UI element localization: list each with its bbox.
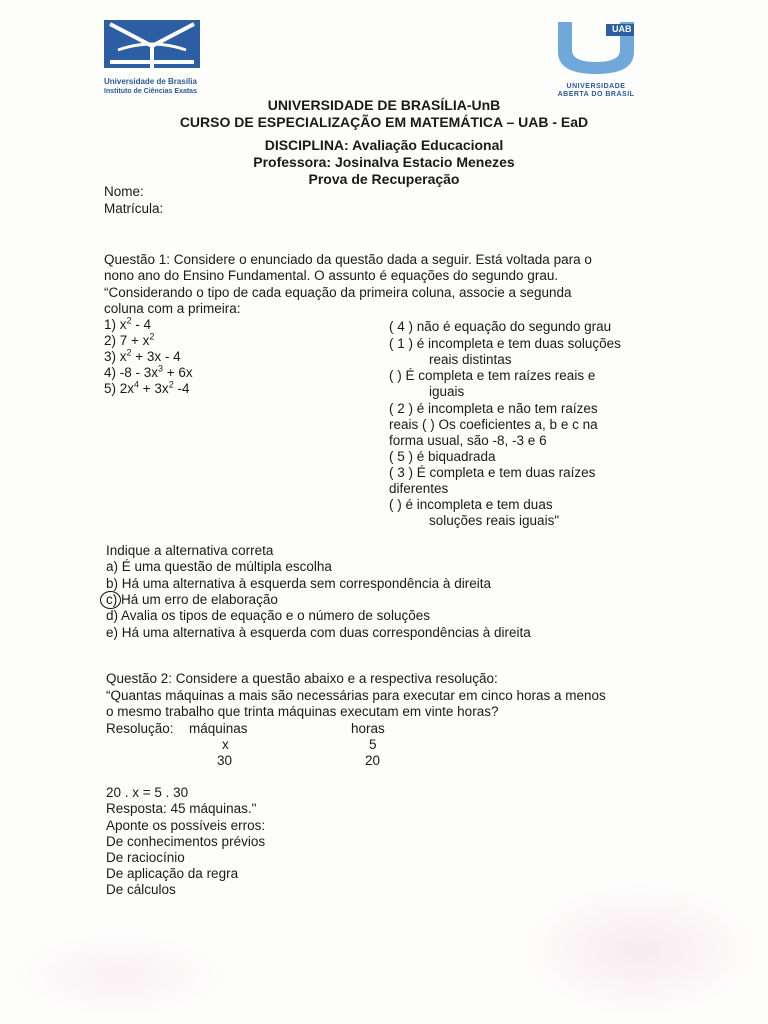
q2-intro-line: o mesmo trabalho que trinta máquinas executam em vinte horas?: [106, 704, 499, 719]
equation-item: 1) $x^2 - 4$: [104, 315, 152, 332]
classification-line: ( ) É completa e tem raízes reais e: [389, 368, 596, 383]
unb-name: Universidade de Brasília: [104, 77, 197, 86]
paper-stain: [10, 930, 230, 1020]
classification-line: reais distintas: [429, 352, 512, 367]
classification-line: ( ) é incompleta e tem duas: [389, 497, 553, 512]
unb-emblem-icon: [104, 20, 200, 68]
equation-item: 5) $2x^4 + 3x^2$ -4: [104, 379, 190, 396]
option-c: c) Há um erro de elaboração: [106, 592, 278, 607]
option-a: a) É uma questão de múltipla escolha: [106, 559, 332, 574]
discipline-title: DISCIPLINA: Avaliação Educacional: [264, 137, 504, 153]
solution-line: Aponte os possíveis erros:: [106, 818, 266, 833]
q1-prompt: Indique a alternativa correta: [106, 543, 274, 558]
classification-line: ( 3 ) É completa e tem duas raízes: [389, 465, 596, 480]
course-title: CURSO DE ESPECIALIZAÇÃO EM MATEMÁTICA – UAB - EaD: [179, 114, 589, 130]
uab-logo: [548, 22, 644, 99]
col-hours-header: horas: [351, 721, 385, 736]
classification-line: reais ( ) Os coeficientes a, b e c na: [389, 417, 598, 432]
q1-intro-line: nono ano do Ensino Fundamental. O assunto é equações do segundo grau.: [104, 268, 559, 283]
classification-line: iguais: [429, 384, 465, 399]
classification-line: ( 5 ) é biquadrada: [389, 449, 496, 464]
option-b: b) Há uma alternativa à esquerda sem correspondência à direita: [106, 576, 491, 591]
row1-hours: 5: [369, 737, 377, 752]
classification-line: ( 4 ) não é equação do segundo grau: [389, 319, 612, 334]
university-title: UNIVERSIDADE DE BRASÍLIA-UnB: [267, 97, 501, 113]
q2-intro-line: “Quantas máquinas a mais são necessárias para executar em cinco horas a menos: [106, 688, 606, 703]
unb-logo: [104, 20, 200, 97]
equation-item: 2) $7 + x^2$: [104, 331, 155, 348]
resolution-label: Resolução:: [106, 721, 174, 736]
row2-machines: 30: [217, 753, 233, 768]
solution-line: Resposta: 45 máquinas.": [106, 801, 257, 816]
registration-label: Matrícula:: [104, 201, 164, 216]
solution-line: De aplicação da regra: [106, 866, 239, 881]
q1-intro-line: coluna com a primeira:: [104, 301, 241, 316]
classification-line: ( 1 ) é incompleta e tem duas soluções: [389, 336, 621, 351]
uab-line1: UNIVERSIDADE: [566, 83, 626, 90]
name-label: Nome:: [104, 184, 144, 199]
q2-intro-line: Questão 2: Considere a questão abaixo e a respectiva resolução:: [106, 671, 498, 686]
option-d: d) Avalia os tipos de equação e o número de soluções: [106, 608, 430, 623]
exam-title: Prova de Recuperação: [308, 171, 460, 187]
row1-machines: x: [222, 737, 229, 752]
teacher-title: Professora: Josinalva Estacio Menezes: [253, 154, 515, 170]
solution-line: De raciocínio: [106, 850, 185, 865]
row2-hours: 20: [365, 753, 381, 768]
classification-line: diferentes: [389, 481, 449, 496]
col-machines-header: máquinas: [189, 721, 248, 736]
uab-mark: UAB: [612, 24, 632, 34]
solution-line: De conhecimentos prévios: [106, 834, 266, 849]
uab-line2: ABERTA DO BRASIL: [557, 91, 635, 98]
classification-line: forma usual, são -8, -3 e 6: [389, 433, 547, 448]
equation-item: 4) $-8 - 3x^3 + 6x$: [104, 363, 193, 380]
solution-line: 20 . x = 5 . 30: [106, 785, 189, 800]
unb-institute: Instituto de Ciências Exatas: [104, 88, 197, 95]
classification-line: ( 2 ) é incompleta e não tem raízes: [389, 401, 598, 416]
paper-stain: [520, 880, 760, 1020]
classification-line: soluções reais iguais": [429, 513, 560, 528]
solution-line: De cálculos: [106, 882, 176, 897]
q1-intro-line: “Considerando o tipo de cada equação da primeira coluna, associe a segunda: [104, 285, 572, 300]
equation-item: 3) $x^2 + 3x - 4$: [104, 347, 181, 364]
handwritten-circle-mark: [100, 591, 121, 609]
option-e: e) Há uma alternativa à esquerda com duas correspondências à direita: [106, 625, 531, 640]
q1-intro-line: Questão 1: Considere o enunciado da questão dada a seguir. Está voltada para o: [104, 252, 592, 267]
